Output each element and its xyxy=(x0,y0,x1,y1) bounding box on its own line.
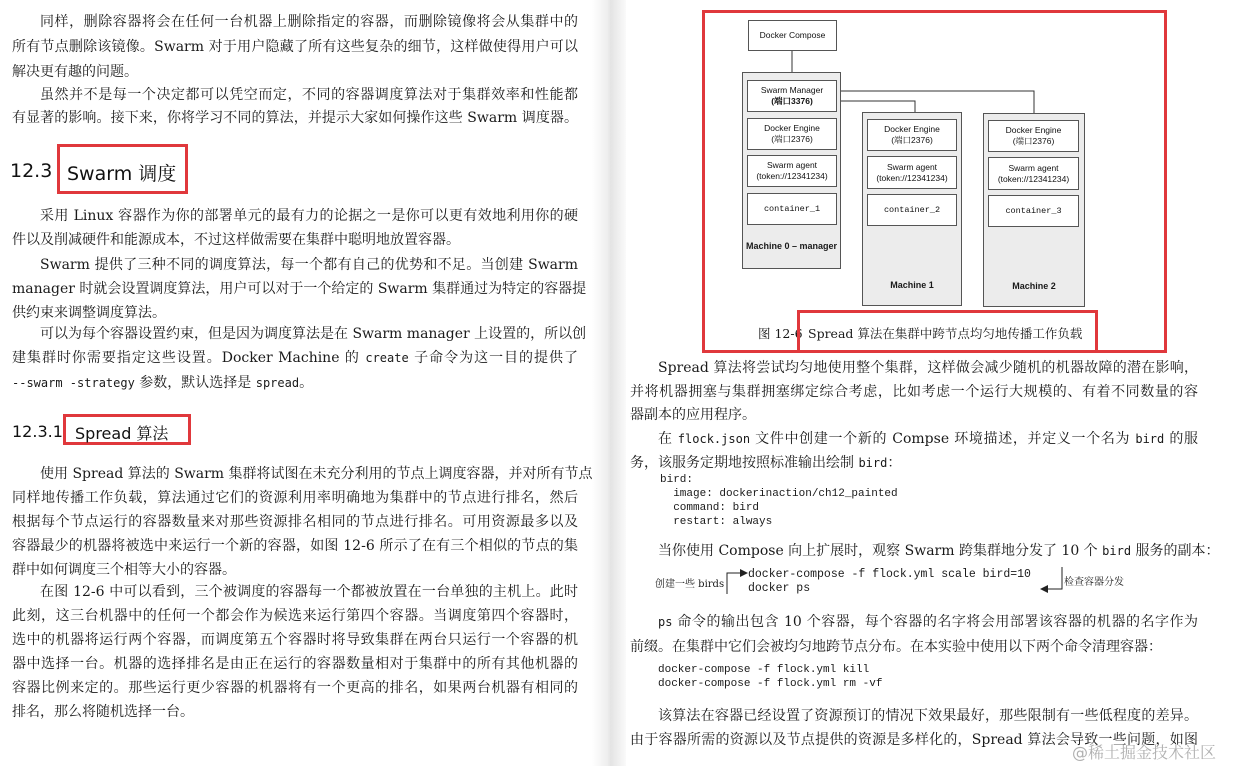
text-line: manager 时就会设置调度算法，用户可以对于一个给定的 Swarm 集群通过为特定的容器提 xyxy=(12,281,587,297)
text-line: 可以为每个容器设置约束，但是因为调度算法是在 Swarm manager 上设置的，所以创 xyxy=(40,326,587,342)
text-line: 根据每个节点运行的容器数量来对那些资源排名相同的节点进行排名。可用资源最多以及 xyxy=(12,514,578,530)
text: ： xyxy=(887,455,902,471)
label: container_3 xyxy=(1005,205,1062,216)
label: Swarm agent xyxy=(886,161,938,172)
annotation-arrow-right-icon xyxy=(720,566,750,596)
label: container_2 xyxy=(883,204,941,215)
text-line: 并将机器拥塞与集群拥塞绑定综合考虑，比如考虑一个运行大规模的、有着不同数量的容 xyxy=(630,384,1198,400)
text-line: 解决更有趣的问题。 xyxy=(12,64,138,80)
text-line xyxy=(12,371,578,395)
text-line: 此刻，这三台机器中的任何一个都会作为候选来运行第四个容器。当调度第四个容器时， xyxy=(12,608,578,624)
docker-engine-box xyxy=(988,120,1079,152)
text-line: 有显著的影响。接下来，你将学习不同的算法，并提示大家如何操作这些 Swarm 调度器。 xyxy=(12,110,578,126)
text-line xyxy=(630,427,1198,451)
label: Docker Engine xyxy=(884,124,940,134)
label: Swarm Manager xyxy=(760,85,824,95)
inline-code: ps xyxy=(658,615,673,629)
text: 务，该服务定期地按照标准输出绘制 xyxy=(630,455,854,471)
inline-code: bird xyxy=(1102,544,1132,558)
text: 。 xyxy=(299,375,314,391)
text-line: 由于容器所需的资源以及节点提供的资源是多样化的，Spread 算法会导致一些问题，如图 xyxy=(630,732,1198,748)
text-line xyxy=(630,610,1198,634)
container-box xyxy=(747,193,837,225)
text-line: 件以及削减硬件和能源成本，不过这样做需要在集群中聪明地放置容器。 xyxy=(12,232,460,248)
machine-label: Machine 0 – manager xyxy=(745,241,838,251)
text: 建集群时你需要指定这些设置。Docker Machine 的 xyxy=(12,350,360,366)
inline-code: flock.json xyxy=(677,432,751,446)
container-box xyxy=(988,195,1079,227)
swarm-agent-box xyxy=(747,155,837,187)
label: Docker Engine xyxy=(1005,125,1062,135)
text-line: 该算法在容器已经设置了资源预订的情况下效果最好，那些限制有一些低程度的差异。 xyxy=(658,708,1198,724)
text-line: 器副本的应用程序。 xyxy=(630,407,756,423)
inline-code: --swarm -strategy xyxy=(12,376,135,390)
port: (端口2376) xyxy=(891,135,933,145)
watermark: @稀土掘金技术社区 xyxy=(1072,743,1217,762)
swarm-agent-box xyxy=(988,157,1079,190)
code-block-scale: docker-compose -f flock.yml scale bird=10 docker ps xyxy=(748,568,1031,595)
token: (token://12341234) xyxy=(997,173,1070,184)
section-number: 12.3 xyxy=(10,160,53,182)
label: Swarm agent xyxy=(766,160,818,170)
text-line: 前缀。在集群中它们会被均匀地跨节点分布。在本实验中使用以下两个命令清理容器： xyxy=(630,639,1162,655)
swarm-manager-box xyxy=(747,80,837,112)
text-line: 使用 Spread 算法的 Swarm 集群将试图在未充分利用的节点上调度容器，并对所有节点 xyxy=(40,466,593,482)
text: 命令的输出包含 10 个容器，每个容器的名字将会用部署该容器的机器的名字作为 xyxy=(677,614,1198,630)
token: (token://12341234) xyxy=(756,171,828,181)
text-line: Spread 算法将尝试均匀地使用整个集群，这样做会减少随机的机器故障的潜在影响， xyxy=(658,360,1198,376)
label: Swarm agent xyxy=(1008,162,1059,173)
text: 在 xyxy=(658,431,673,447)
text: 服务的副本： xyxy=(1135,543,1220,559)
text-line: 选中的机器将运行两个容器，而调度第五个容器时将导致集群在两台只运行一个容器的机 xyxy=(12,632,578,648)
label: Docker Compose xyxy=(759,30,826,40)
text-line: 容器比例来定的。那些运行更少容器的机器将有一个更高的排名，如果两台机器有相同的 xyxy=(12,680,578,696)
figure-caption: Spread 算法在集群中跨节点均匀地传播工作负载 xyxy=(808,326,1083,341)
inline-code: spread xyxy=(255,376,300,390)
text: 文件中创建一个新的 Compse 环境描述，并定义一个名为 xyxy=(755,431,1131,447)
text-line xyxy=(630,451,1198,475)
text-line: 群中如何调度三个相等大小的容器。 xyxy=(12,562,236,578)
docker-compose-box xyxy=(748,20,837,51)
docker-engine-box xyxy=(867,119,957,151)
text-line: 容器最少的机器将被选中来运行一个新的容器，如图 12-6 所示了在有三个相似的节点的集 xyxy=(12,538,578,554)
text-line: 同样地传播工作负载，算法通过它们的资源利用率明确地为集群中的节点进行排名，然后 xyxy=(12,490,578,506)
text-line: 供约束来调整调度算法。 xyxy=(12,305,166,321)
port: (端口2376) xyxy=(1012,136,1055,146)
container-box xyxy=(867,194,957,226)
text-line: 器中选择一台。机器的选择排名是由正在运行的容器数量相对于集群中的所有其他机器的 xyxy=(12,656,578,672)
code-block-bird: bird: image: dockerinaction/ch12_painted command: bird restart: always xyxy=(660,474,898,528)
text-line: 排名，那么将随机选择一台。 xyxy=(12,704,194,720)
machine-label: Machine 1 xyxy=(890,280,934,290)
inline-code: bird xyxy=(1135,432,1165,446)
token: (token://12341234) xyxy=(876,172,948,183)
machine-label: Machine 2 xyxy=(1012,281,1056,291)
text: 的服 xyxy=(1169,431,1199,447)
subsection-number: 12.3.1 xyxy=(12,422,63,441)
text-line: 虽然并不是每一个决定都可以凭空而定，不同的容器调度算法对于集群效率和性能都 xyxy=(40,87,578,103)
annotation-check-distribution: 检查容器分发 xyxy=(1064,577,1124,588)
text: 子命令为这一目的提供了 xyxy=(414,350,578,366)
text-line: 在图 12-6 中可以看到，三个被调度的容器每一个都被放置在一台单独的主机上。此时 xyxy=(40,584,578,600)
text-line: 同样，删除容器将会在任何一台机器上删除指定的容器，而删除镜像将会从集群中的 xyxy=(40,14,578,30)
inline-code: create xyxy=(365,351,409,365)
text-line: 所有节点删除该镜像。Swarm 对于用户隐藏了所有这些复杂的细节，这样做使得用户可以 xyxy=(12,39,578,55)
text-line xyxy=(630,539,1220,563)
annotation-create-birds: 创建一些 birds xyxy=(655,579,725,590)
subsection-title: Spread 算法 xyxy=(75,424,169,443)
section-title: Swarm 调度 xyxy=(67,163,177,185)
text: 当你使用 Compose 向上扩展时，观察 Swarm 跨集群地分发了 10 个 xyxy=(658,543,1098,559)
port: (端口3376) xyxy=(771,96,813,106)
port: (端口2376) xyxy=(771,134,813,144)
label: container_1 xyxy=(763,203,821,214)
text: 参数，默认选择是 xyxy=(139,375,252,391)
text-line: Swarm 提供了三种不同的调度算法，每一个都有自己的优势和不足。当创建 Swarm xyxy=(40,257,578,273)
code-block-cleanup: docker-compose -f flock.yml kill docker-compose -f flock.yml rm -vf xyxy=(658,664,883,690)
label: Docker Engine xyxy=(764,123,820,133)
caption-number: 图 12-6 xyxy=(758,326,803,341)
docker-engine-box xyxy=(747,118,837,150)
text-line: 采用 Linux 容器作为你的部署单元的最有力的论据之一是你可以更有效地利用你的硬 xyxy=(40,208,578,224)
swarm-agent-box xyxy=(867,156,957,189)
inline-code: bird xyxy=(858,456,888,470)
